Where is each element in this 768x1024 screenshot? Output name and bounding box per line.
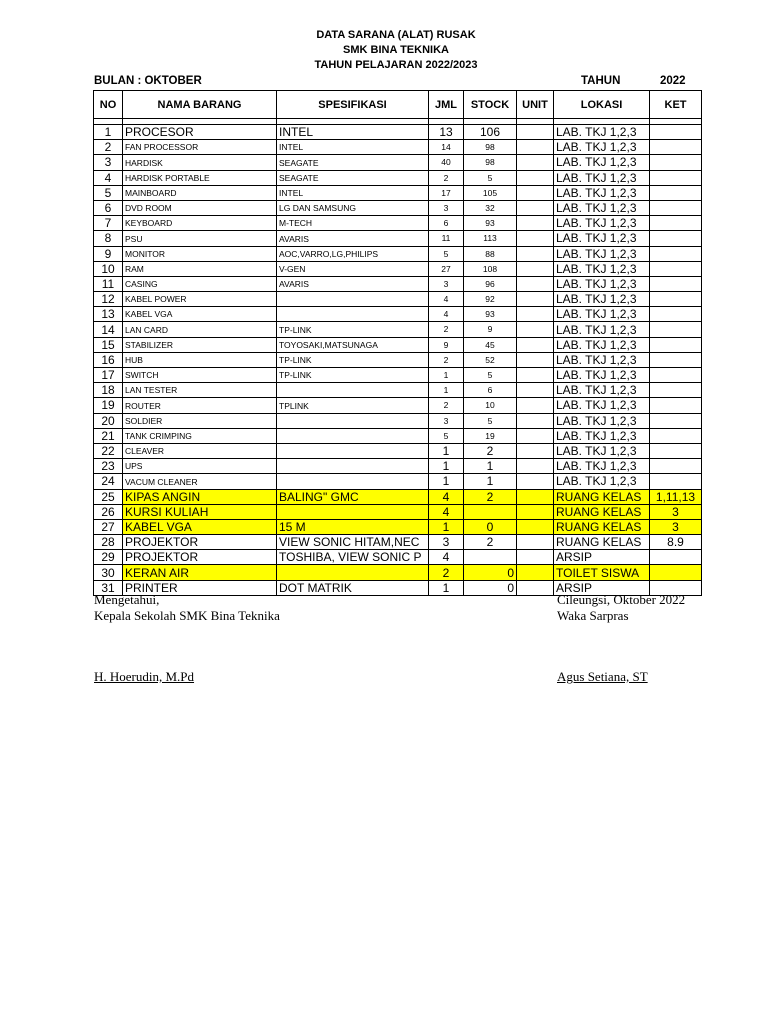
cell-specification — [277, 428, 429, 443]
cell-note — [650, 368, 702, 383]
cell-item-name: PROJEKTOR — [123, 535, 277, 550]
cell-unit — [517, 246, 554, 261]
cell-specification — [277, 292, 429, 307]
table-row — [94, 489, 702, 504]
cell-item-name: MAINBOARD — [123, 185, 277, 200]
cell-quantity: 17 — [429, 185, 464, 200]
cell-unit — [517, 307, 554, 322]
place-date: Cileungsi, Oktober 2022 — [557, 592, 686, 607]
cell-specification — [277, 504, 429, 519]
cell-item-name: PROJEKTOR — [123, 550, 277, 565]
cell-quantity: 40 — [429, 155, 464, 170]
cell-unit — [517, 155, 554, 170]
cell-stock: 5 — [464, 368, 517, 383]
cell-item-name: HARDISK — [123, 155, 277, 170]
cell-quantity: 1 — [429, 519, 464, 534]
cell-unit — [517, 398, 554, 413]
cell-item-name: KURSI KULIAH — [123, 504, 277, 519]
cell-no: 7 — [94, 216, 123, 231]
cell-item-name: VACUM CLEANER — [123, 474, 277, 489]
cell-location: LAB. TKJ 1,2,3 — [554, 383, 650, 398]
cell-unit — [517, 322, 554, 337]
cell-note — [650, 474, 702, 489]
cell-no: 13 — [94, 307, 123, 322]
cell-specification: VIEW SONIC HITAM,NEC — [277, 535, 429, 550]
cell-location: LAB. TKJ 1,2,3 — [554, 398, 650, 413]
cell-no: 16 — [94, 352, 123, 367]
table-row — [94, 368, 702, 383]
cell-quantity: 9 — [429, 337, 464, 352]
cell-stock: 88 — [464, 246, 517, 261]
cell-stock: 1 — [464, 459, 517, 474]
cell-note — [650, 550, 702, 565]
cell-stock: 98 — [464, 140, 517, 155]
principal-name: H. Hoerudin, M.Pd — [94, 669, 195, 684]
cell-item-name: FAN PROCESSOR — [123, 140, 277, 155]
cell-no: 8 — [94, 231, 123, 246]
cell-note — [650, 276, 702, 291]
cell-quantity: 4 — [429, 292, 464, 307]
cell-location: RUANG KELAS — [554, 489, 650, 504]
table-row — [94, 246, 702, 261]
cell-no: 22 — [94, 443, 123, 458]
table-row — [94, 140, 702, 155]
cell-unit — [517, 428, 554, 443]
damaged-equipment-table — [93, 90, 702, 596]
cell-location: LAB. TKJ 1,2,3 — [554, 292, 650, 307]
cell-location: LAB. TKJ 1,2,3 — [554, 307, 650, 322]
cell-no: 15 — [94, 337, 123, 352]
table-header-row — [94, 91, 702, 119]
cell-item-name: ROUTER — [123, 398, 277, 413]
cell-quantity: 6 — [429, 216, 464, 231]
cell-quantity: 3 — [429, 276, 464, 291]
cell-specification — [277, 474, 429, 489]
table-row — [94, 474, 702, 489]
cell-no: 29 — [94, 550, 123, 565]
column-header: NO — [94, 91, 123, 119]
cell-no: 27 — [94, 519, 123, 534]
cell-quantity: 1 — [429, 368, 464, 383]
cell-no: 17 — [94, 368, 123, 383]
cell-note — [650, 413, 702, 428]
table-row — [94, 261, 702, 276]
cell-stock: 32 — [464, 200, 517, 215]
table-row — [94, 413, 702, 428]
cell-note — [650, 155, 702, 170]
cell-location: LAB. TKJ 1,2,3 — [554, 125, 650, 140]
month-label: BULAN : OKTOBER — [94, 75, 202, 87]
cell-stock: 9 — [464, 322, 517, 337]
cell-unit — [517, 580, 554, 595]
column-header: LOKASI — [554, 91, 650, 119]
cell-note: 1,11,13 — [650, 489, 702, 504]
cell-location: TOILET SISWA — [554, 565, 650, 580]
cell-specification: V-GEN — [277, 261, 429, 276]
cell-quantity: 13 — [429, 125, 464, 140]
cell-no: 10 — [94, 261, 123, 276]
cell-note — [650, 383, 702, 398]
cell-location: LAB. TKJ 1,2,3 — [554, 261, 650, 276]
cell-item-name: HARDISK PORTABLE — [123, 170, 277, 185]
cell-note — [650, 565, 702, 580]
cell-specification: TOYOSAKI,MATSUNAGA — [277, 337, 429, 352]
cell-quantity: 1 — [429, 459, 464, 474]
cell-quantity: 4 — [429, 489, 464, 504]
cell-unit — [517, 125, 554, 140]
cell-quantity: 1 — [429, 474, 464, 489]
cell-stock: 5 — [464, 170, 517, 185]
cell-quantity: 5 — [429, 246, 464, 261]
cell-item-name: SOLDIER — [123, 413, 277, 428]
cell-location: LAB. TKJ 1,2,3 — [554, 276, 650, 291]
cell-no: 18 — [94, 383, 123, 398]
cell-note — [650, 200, 702, 215]
cell-unit — [517, 504, 554, 519]
cell-note — [650, 292, 702, 307]
cell-location: RUANG KELAS — [554, 519, 650, 534]
column-header: SPESIFIKASI — [277, 91, 429, 119]
cell-specification: SEAGATE — [277, 170, 429, 185]
cell-unit — [517, 443, 554, 458]
table-row — [94, 550, 702, 565]
cell-stock: 2 — [464, 535, 517, 550]
year-label: TAHUN — [581, 75, 621, 87]
cell-unit — [517, 519, 554, 534]
cell-specification — [277, 307, 429, 322]
cell-stock: 1 — [464, 474, 517, 489]
vice-principal-name: Agus Setiana, ST — [557, 669, 648, 684]
column-header: STOCK — [464, 91, 517, 119]
cell-specification: INTEL — [277, 140, 429, 155]
cell-specification: SEAGATE — [277, 155, 429, 170]
cell-note — [650, 398, 702, 413]
cell-unit — [517, 383, 554, 398]
cell-location: LAB. TKJ 1,2,3 — [554, 474, 650, 489]
cell-specification — [277, 413, 429, 428]
cell-location: LAB. TKJ 1,2,3 — [554, 413, 650, 428]
cell-unit — [517, 352, 554, 367]
cell-note — [650, 459, 702, 474]
table-row — [94, 170, 702, 185]
cell-item-name: DVD ROOM — [123, 200, 277, 215]
cell-specification: INTEL — [277, 125, 429, 140]
cell-unit — [517, 535, 554, 550]
cell-unit — [517, 550, 554, 565]
table-row — [94, 519, 702, 534]
cell-no: 23 — [94, 459, 123, 474]
cell-item-name: SWITCH — [123, 368, 277, 383]
cell-stock: 0 — [464, 580, 517, 595]
table-row — [94, 155, 702, 170]
cell-location: LAB. TKJ 1,2,3 — [554, 443, 650, 458]
cell-no: 6 — [94, 200, 123, 215]
vice-principal-title: Waka Sarpras — [557, 608, 629, 623]
cell-item-name: KABEL POWER — [123, 292, 277, 307]
cell-item-name: HUB — [123, 352, 277, 367]
cell-specification: TPLINK — [277, 398, 429, 413]
cell-stock: 45 — [464, 337, 517, 352]
cell-unit — [517, 170, 554, 185]
cell-note — [650, 428, 702, 443]
cell-stock: 2 — [464, 489, 517, 504]
cell-stock: 96 — [464, 276, 517, 291]
table-row — [94, 398, 702, 413]
cell-no: 2 — [94, 140, 123, 155]
table-row — [94, 125, 702, 140]
column-header: NAMA BARANG — [123, 91, 277, 119]
cell-location: LAB. TKJ 1,2,3 — [554, 231, 650, 246]
cell-no: 24 — [94, 474, 123, 489]
cell-unit — [517, 231, 554, 246]
cell-quantity: 4 — [429, 307, 464, 322]
cell-specification — [277, 443, 429, 458]
cell-quantity: 4 — [429, 550, 464, 565]
cell-quantity: 11 — [429, 231, 464, 246]
cell-no: 26 — [94, 504, 123, 519]
cell-specification: INTEL — [277, 185, 429, 200]
table-row — [94, 276, 702, 291]
table-row — [94, 337, 702, 352]
table-row — [94, 322, 702, 337]
cell-specification: DOT MATRIK — [277, 580, 429, 595]
cell-item-name: RAM — [123, 261, 277, 276]
cell-quantity: 5 — [429, 428, 464, 443]
cell-no: 21 — [94, 428, 123, 443]
cell-specification — [277, 383, 429, 398]
cell-stock: 105 — [464, 185, 517, 200]
cell-item-name: KABEL VGA — [123, 307, 277, 322]
cell-item-name: KIPAS ANGIN — [123, 489, 277, 504]
cell-note — [650, 170, 702, 185]
cell-stock: 93 — [464, 216, 517, 231]
cell-quantity: 2 — [429, 170, 464, 185]
cell-location: RUANG KELAS — [554, 504, 650, 519]
cell-item-name: STABILIZER — [123, 337, 277, 352]
table-row — [94, 535, 702, 550]
cell-quantity: 2 — [429, 398, 464, 413]
cell-unit — [517, 459, 554, 474]
cell-item-name: MONITOR — [123, 246, 277, 261]
cell-location: LAB. TKJ 1,2,3 — [554, 155, 650, 170]
cell-no: 4 — [94, 170, 123, 185]
cell-no: 14 — [94, 322, 123, 337]
table-row — [94, 216, 702, 231]
cell-item-name: LAN CARD — [123, 322, 277, 337]
cell-stock: 106 — [464, 125, 517, 140]
cell-location: LAB. TKJ 1,2,3 — [554, 337, 650, 352]
cell-unit — [517, 140, 554, 155]
cell-no: 12 — [94, 292, 123, 307]
cell-item-name: PSU — [123, 231, 277, 246]
cell-location: LAB. TKJ 1,2,3 — [554, 459, 650, 474]
cell-specification: AVARIS — [277, 276, 429, 291]
cell-unit — [517, 337, 554, 352]
cell-location: LAB. TKJ 1,2,3 — [554, 246, 650, 261]
cell-stock: 113 — [464, 231, 517, 246]
cell-unit — [517, 216, 554, 231]
principal-title: Kepala Sekolah SMK Bina Teknika — [94, 608, 280, 623]
cell-note — [650, 140, 702, 155]
cell-unit — [517, 565, 554, 580]
cell-note — [650, 307, 702, 322]
table-row — [94, 443, 702, 458]
cell-no: 19 — [94, 398, 123, 413]
cell-stock: 93 — [464, 307, 517, 322]
cell-item-name: TANK CRIMPING — [123, 428, 277, 443]
cell-no: 1 — [94, 125, 123, 140]
cell-specification: BALING" GMC — [277, 489, 429, 504]
cell-specification: TOSHIBA, VIEW SONIC P — [277, 550, 429, 565]
table-row — [94, 428, 702, 443]
cell-quantity: 14 — [429, 140, 464, 155]
cell-stock: 5 — [464, 413, 517, 428]
cell-location: LAB. TKJ 1,2,3 — [554, 216, 650, 231]
table-row — [94, 185, 702, 200]
cell-quantity: 3 — [429, 535, 464, 550]
cell-stock: 19 — [464, 428, 517, 443]
cell-stock: 0 — [464, 519, 517, 534]
year-value: 2022 — [660, 75, 686, 87]
cell-unit — [517, 474, 554, 489]
table-row — [94, 383, 702, 398]
cell-item-name: CASING — [123, 276, 277, 291]
table-row — [94, 307, 702, 322]
cell-specification: AOC,VARRO,LG,PHILIPS — [277, 246, 429, 261]
cell-no: 31 — [94, 580, 123, 595]
cell-location: LAB. TKJ 1,2,3 — [554, 322, 650, 337]
cell-unit — [517, 489, 554, 504]
cell-item-name: LAN TESTER — [123, 383, 277, 398]
cell-no: 11 — [94, 276, 123, 291]
cell-note — [650, 352, 702, 367]
cell-stock — [464, 504, 517, 519]
cell-specification: LG DAN SAMSUNG — [277, 200, 429, 215]
cell-no: 3 — [94, 155, 123, 170]
cell-quantity: 1 — [429, 383, 464, 398]
cell-stock: 52 — [464, 352, 517, 367]
cell-stock: 108 — [464, 261, 517, 276]
cell-quantity: 3 — [429, 200, 464, 215]
academic-year: TAHUN PELAJARAN 2022/2023 — [314, 59, 478, 71]
cell-stock — [464, 550, 517, 565]
table-row — [94, 231, 702, 246]
cell-stock: 10 — [464, 398, 517, 413]
table-row — [94, 352, 702, 367]
cell-item-name: KABEL VGA — [123, 519, 277, 534]
cell-stock: 2 — [464, 443, 517, 458]
cell-unit — [517, 413, 554, 428]
table-row — [94, 292, 702, 307]
cell-note — [650, 322, 702, 337]
column-header: KET — [650, 91, 702, 119]
cell-quantity: 1 — [429, 443, 464, 458]
cell-unit — [517, 276, 554, 291]
document-title: DATA SARANA (ALAT) RUSAK — [316, 29, 476, 41]
column-header: UNIT — [517, 91, 554, 119]
cell-quantity: 3 — [429, 413, 464, 428]
cell-item-name: CLEAVER — [123, 443, 277, 458]
cell-quantity: 27 — [429, 261, 464, 276]
cell-location: LAB. TKJ 1,2,3 — [554, 140, 650, 155]
cell-unit — [517, 185, 554, 200]
cell-quantity: 4 — [429, 504, 464, 519]
cell-unit — [517, 368, 554, 383]
cell-item-name: PRINTER — [123, 580, 277, 595]
cell-location: RUANG KELAS — [554, 535, 650, 550]
table-row — [94, 565, 702, 580]
cell-location: LAB. TKJ 1,2,3 — [554, 352, 650, 367]
cell-no: 30 — [94, 565, 123, 580]
table-row — [94, 504, 702, 519]
table-row — [94, 200, 702, 215]
cell-specification: M-TECH — [277, 216, 429, 231]
cell-location: ARSIP — [554, 580, 650, 595]
cell-unit — [517, 292, 554, 307]
cell-note: 8.9 — [650, 535, 702, 550]
cell-no: 28 — [94, 535, 123, 550]
cell-note: 3 — [650, 504, 702, 519]
cell-no: 25 — [94, 489, 123, 504]
cell-note — [650, 443, 702, 458]
cell-stock: 98 — [464, 155, 517, 170]
column-header: JML — [429, 91, 464, 119]
cell-item-name: PROCESOR — [123, 125, 277, 140]
cell-note — [650, 231, 702, 246]
cell-no: 9 — [94, 246, 123, 261]
cell-stock: 0 — [464, 565, 517, 580]
cell-note — [650, 246, 702, 261]
cell-stock: 6 — [464, 383, 517, 398]
cell-location: ARSIP — [554, 550, 650, 565]
cell-no: 5 — [94, 185, 123, 200]
cell-location: LAB. TKJ 1,2,3 — [554, 368, 650, 383]
cell-specification: 15 M — [277, 519, 429, 534]
school-name: SMK BINA TEKNIKA — [343, 44, 449, 56]
cell-note — [650, 185, 702, 200]
cell-item-name: KEYBOARD — [123, 216, 277, 231]
cell-specification — [277, 565, 429, 580]
table-row — [94, 459, 702, 474]
cell-note: 3 — [650, 519, 702, 534]
cell-specification: AVARIS — [277, 231, 429, 246]
cell-quantity: 2 — [429, 322, 464, 337]
cell-unit — [517, 261, 554, 276]
cell-specification — [277, 459, 429, 474]
cell-stock: 92 — [464, 292, 517, 307]
cell-item-name: KERAN AIR — [123, 565, 277, 580]
cell-specification: TP-LINK — [277, 368, 429, 383]
cell-note — [650, 337, 702, 352]
cell-quantity: 2 — [429, 352, 464, 367]
cell-location: LAB. TKJ 1,2,3 — [554, 170, 650, 185]
cell-specification: TP-LINK — [277, 352, 429, 367]
cell-specification: TP-LINK — [277, 322, 429, 337]
cell-quantity: 2 — [429, 565, 464, 580]
cell-note — [650, 216, 702, 231]
cell-no: 20 — [94, 413, 123, 428]
cell-location: LAB. TKJ 1,2,3 — [554, 428, 650, 443]
acknowledged-label: Mengetahui, — [94, 592, 160, 607]
cell-unit — [517, 200, 554, 215]
cell-location: LAB. TKJ 1,2,3 — [554, 185, 650, 200]
cell-quantity: 1 — [429, 580, 464, 595]
cell-location: LAB. TKJ 1,2,3 — [554, 200, 650, 215]
cell-note — [650, 125, 702, 140]
cell-note — [650, 261, 702, 276]
cell-item-name: UPS — [123, 459, 277, 474]
